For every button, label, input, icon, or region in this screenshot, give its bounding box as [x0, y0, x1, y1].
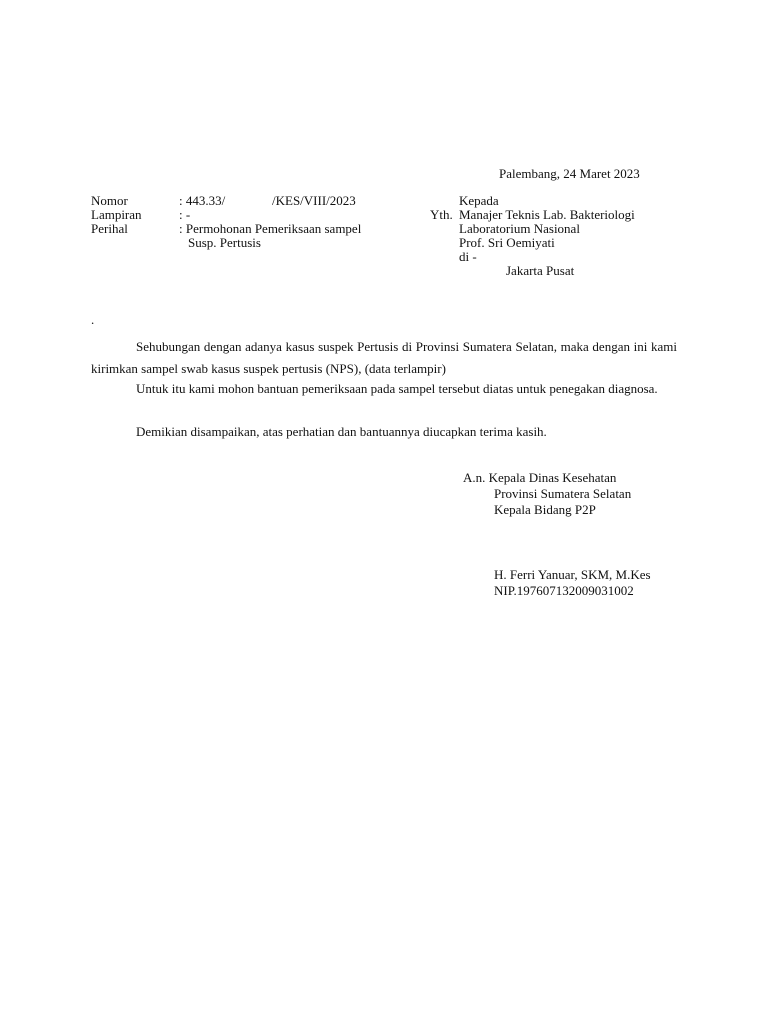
body-paragraph-3: Demikian disampaikan, atas perhatian dan bantuannya diucapkan terima kasih. — [136, 424, 547, 439]
nomor-value: : 443.33/ — [179, 193, 226, 208]
perihal-label: Perihal — [91, 221, 128, 236]
lampiran-label: Lampiran — [91, 207, 142, 222]
body-paragraph-1: Sehubungan dengan adanya kasus suspek Pertusis di Provinsi Sumatera Selatan, maka dengan ini kami kirimkan sampel swab kasus suspek pertusis (NPS), (data terlampir) — [91, 339, 677, 376]
lampiran-value: : - — [179, 207, 191, 222]
signature-on-behalf: A.n. Kepala Dinas Kesehatan — [463, 470, 617, 485]
recipient-yth: Yth. — [430, 207, 453, 222]
place-date: Palembang, 24 Maret 2023 — [499, 166, 640, 181]
nomor-label: Nomor — [91, 193, 128, 208]
body-paragraph-2: Untuk itu kami mohon bantuan pemeriksaan pada sampel tersebut diatas untuk penegakan diagnosa. — [136, 381, 658, 396]
signatory-nip: NIP.197607132009031002 — [494, 583, 634, 598]
recipient-line-1: Manajer Teknis Lab. Bakteriologi — [459, 207, 635, 222]
recipient-line-2: Laboratorium Nasional — [459, 221, 580, 236]
recipient-city: Jakarta Pusat — [506, 263, 575, 278]
signature-position: Kepala Bidang P2P — [494, 502, 596, 517]
signature-province: Provinsi Sumatera Selatan — [494, 486, 632, 501]
recipient-line-4: di - — [459, 249, 477, 264]
nomor-suffix: /KES/VIII/2023 — [272, 193, 356, 208]
stray-dot: . — [91, 312, 95, 327]
perihal-continuation: Susp. Pertusis — [188, 235, 261, 250]
recipient-kepada: Kepada — [459, 193, 499, 208]
recipient-line-3: Prof. Sri Oemiyati — [459, 235, 555, 250]
signatory-name: H. Ferri Yanuar, SKM, M.Kes — [494, 567, 651, 582]
perihal-value: : Permohonan Pemeriksaan sampel — [179, 221, 362, 236]
